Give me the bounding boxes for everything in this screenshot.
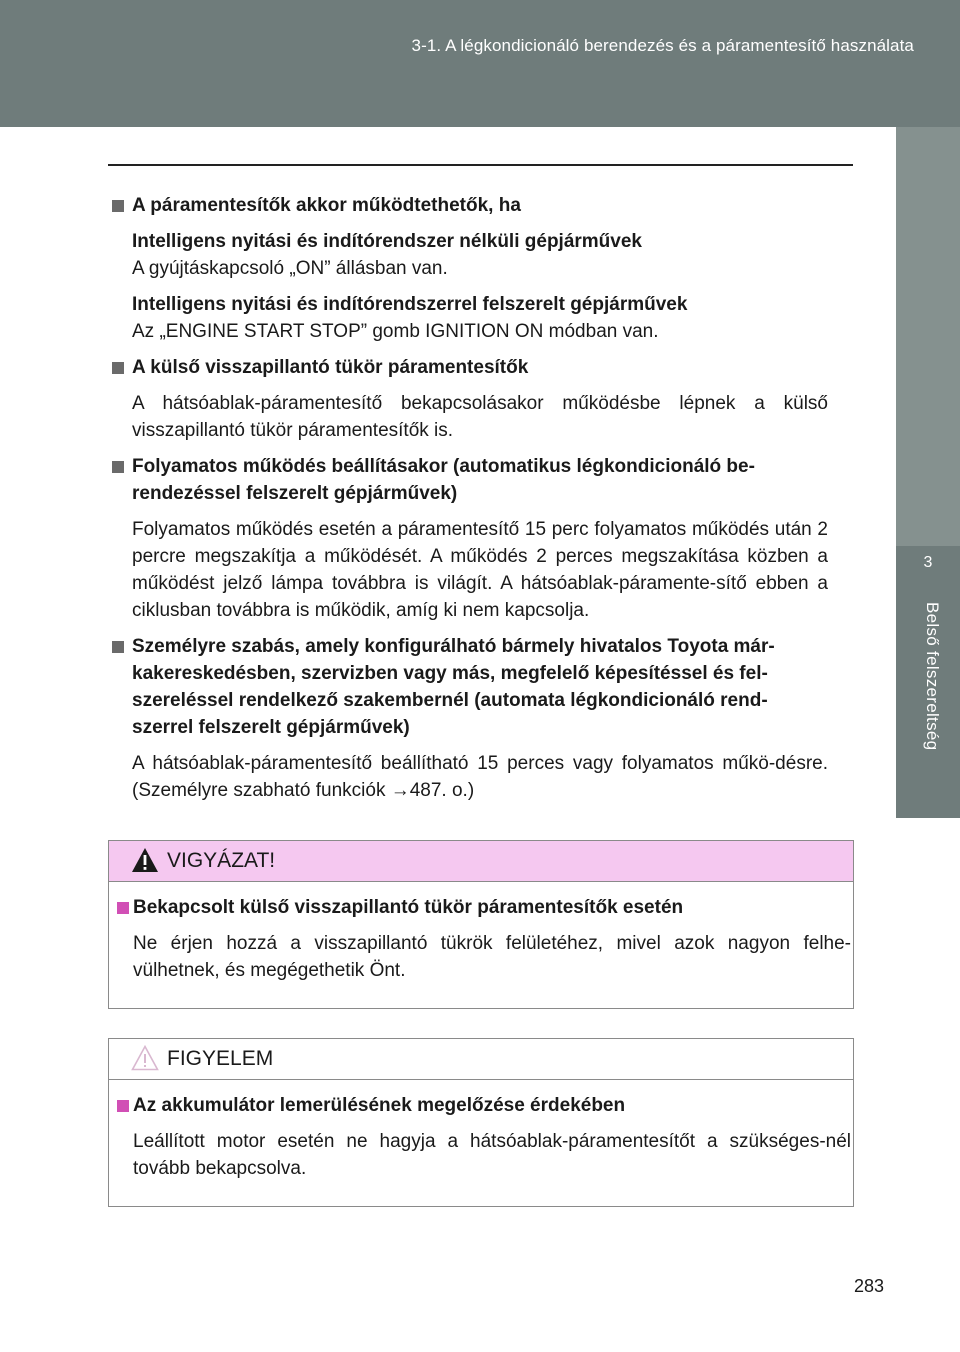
paragraph: Az „ENGINE START STOP” gomb IGNITION ON módban van. [132,321,659,342]
subheading: Intelligens nyitási és indítórendszer nélküli gépjárművek [132,231,642,252]
paragraph: Folyamatos működés esetén a páramentesítő 15 perc folyamatos működés után 2 percre megszakítja a működését. A működés 2 perces megszakítása közben a működést jelző lámpa továbbra is világít. A hátsóablak-páramente-sítő ebben a ciklusban továbbra is működik, amíg ki nem kapcsolja. [132,519,828,621]
heading-text: Bekapcsolt külső visszapillantó tükör páramentesítők esetén [133,897,684,918]
square-bullet-icon [112,461,124,473]
heading-text: Folyamatos működés beállításakor (automatikus légkondicionáló be-rendezéssel felszerelt gépjárművek) [132,456,755,504]
warning-triangle-icon [131,846,159,874]
section-name: Belső felszereltség [923,602,942,751]
warning-text: Ne érjen hozzá a visszapillantó tükrök felületéhez, mivel azok nagyon felhe-vülhetnek, és megégethetik Önt. [133,933,851,981]
square-bullet-icon [112,200,124,212]
warning-label: VIGYÁZAT! [167,849,276,872]
chapter-title: 3-1. A légkondicionáló berendezés és a páramentesítő használata [411,36,914,55]
section-customization [112,633,828,804]
notice-header [109,1039,853,1080]
paragraph: A hátsóablak-páramentesítő beállítható 15 perces vagy folyamatos műkö-désre. (Személyre szabható funkciók →487. o.) [132,753,828,801]
section-number: 3 [923,554,933,571]
notice-text: Leállított motor esetén ne hagyja a hátsóablak-páramentesítőt a szükséges-nél tovább bekapcsolva. [133,1131,851,1179]
heading-text: A külső visszapillantó tükör páramentesítők [132,357,529,378]
square-bullet-icon [117,902,129,914]
header-band [0,0,960,127]
section-mirror-defrosters [112,354,828,444]
section-heading [112,192,828,219]
heading-text: Az akkumulátor lemerülésének megelőzése érdekében [133,1095,626,1116]
notice-label: FIGYELEM [167,1047,274,1070]
paragraph: A hátsóablak-páramentesítő bekapcsolásakor működésbe lépnek a külső visszapillantó tükör páramentesítők is. [132,393,828,441]
notice-box [108,1038,854,1207]
warning-body [109,882,853,998]
square-bullet-icon [112,362,124,374]
square-bullet-icon [117,1100,129,1112]
section-heading [112,354,828,381]
square-bullet-icon [112,641,124,653]
heading-text: Személyre szabás, amely konfigurálható bármely hivatalos Toyota már-kakereskedésben, szervizben vagy más, megfelelő képesítéssel és fel-szereléssel rendelkező szakembernél (automata légkondicionáló rend-szerrel felszerelt gépjárművek) [132,636,775,738]
notice-heading [109,1092,853,1119]
subheading: Intelligens nyitási és indítórendszerrel felszerelt gépjárművek [132,294,688,315]
section-heading [112,633,828,741]
section-heading [112,453,828,507]
side-tab-upper [896,127,960,546]
page-number: 283 [853,1276,884,1296]
notice-body [109,1080,853,1196]
warning-heading [109,894,853,921]
warning-header [109,841,853,882]
main-content [112,192,828,813]
warning-box [108,840,854,1009]
heading-text: A páramentesítők akkor működtethetők, ha [132,195,521,216]
caution-triangle-icon [131,1044,159,1072]
section-defroster-conditions [112,192,828,345]
paragraph: A gyújtáskapcsoló „ON” állásban van. [132,258,448,279]
section-continuous-operation [112,453,828,624]
top-rule [108,164,853,166]
